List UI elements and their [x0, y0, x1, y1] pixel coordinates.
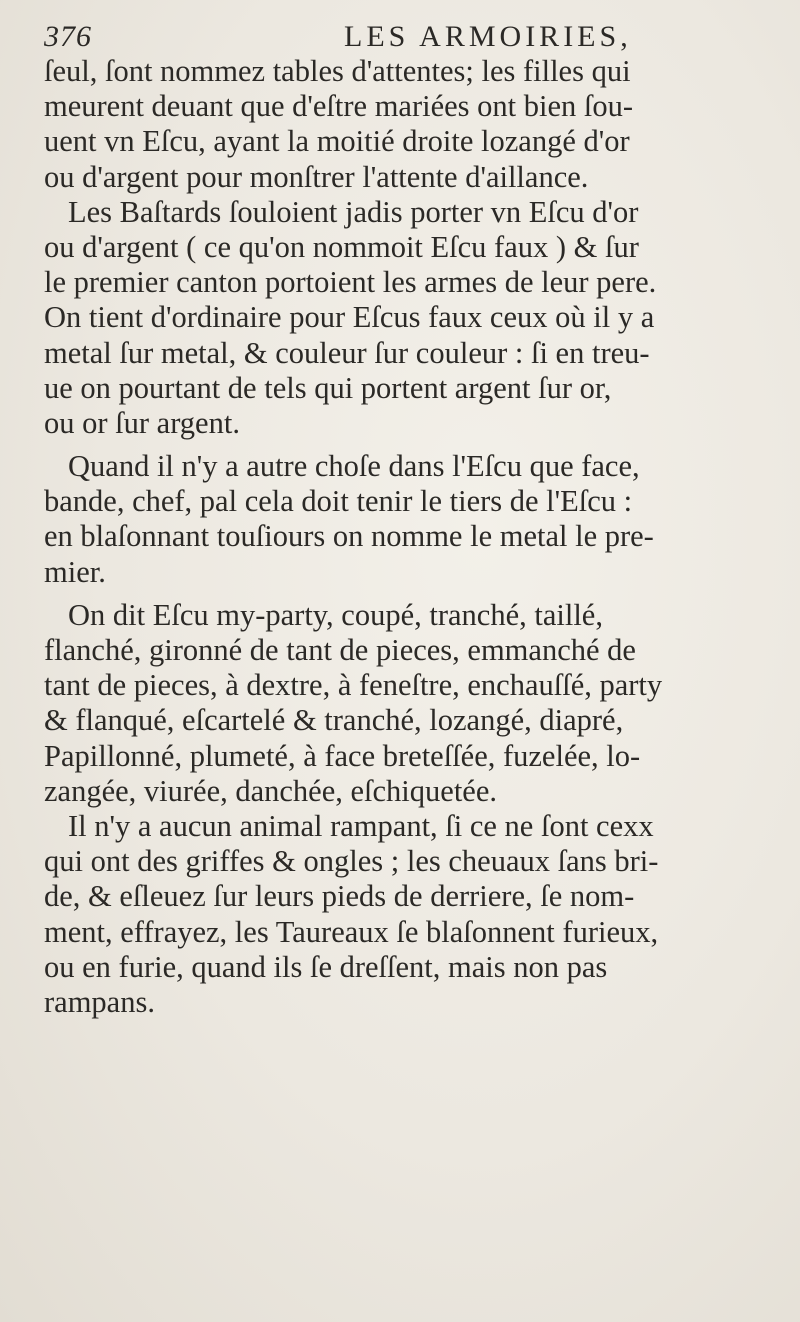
text-line: uent vn Eſcu, ayant la moitié droite lozangé d'or — [44, 124, 630, 159]
page-number: 376 — [44, 20, 92, 53]
text-line: ue on pourtant de tels qui portent argent ſur or, — [44, 370, 612, 405]
page-body — [44, 54, 784, 1020]
text-line: metal ſur metal, & couleur ſur couleur : ſi en treu- — [44, 335, 650, 370]
text-line: ment, effrayez, les Taureaux ſe blaſonnent furieux, — [44, 914, 659, 949]
running-title: LES ARMOIRIES, — [344, 20, 632, 53]
text-line: & flanqué, eſcartelé & tranché, lozangé, diapré, — [44, 703, 624, 738]
text-line: Les Baſtards ſouloient jadis porter vn Eſcu d'or — [68, 194, 639, 229]
text-line: rampans. — [44, 984, 155, 1019]
text-line: On dit Eſcu my-party, coupé, tranché, taillé, — [68, 597, 603, 632]
text-line: tant de pieces, à dextre, à feneſtre, enchauſſé, party — [44, 668, 663, 703]
text-line: bande, chef, pal cela doit tenir le tiers de l'Eſcu : — [44, 484, 633, 519]
text-line: ou or ſur argent. — [44, 405, 240, 440]
text-line: Il n'y a aucun animal rampant, ſi ce ne ſont cexx — [68, 808, 654, 843]
text-line: ou en furie, quand ils ſe dreſſent, mais non pas — [44, 949, 608, 984]
text-line: flanché, gironné de tant de pieces, emmanché de — [44, 633, 636, 667]
text-line: ou d'argent ( ce qu'on nommoit Eſcu faux ) & ſur — [44, 229, 639, 264]
text-line: qui ont des griffes & ongles ; les cheuaux ſans bri- — [44, 844, 659, 879]
text-line: ſeul, ſont nommez tables d'attentes; les filles qui — [44, 54, 631, 88]
text-line: Papillonné, plumeté, à face breteſſée, fuzelée, lo- — [44, 738, 641, 773]
text-line: Quand il n'y a autre choſe dans l'Eſcu que face, — [68, 449, 640, 484]
paragraph-gap — [44, 590, 784, 598]
text-line: On tient d'ordinaire pour Eſcus faux ceux où il y a — [44, 300, 655, 335]
text-line: le premier canton portoient les armes de leur pere. — [44, 265, 657, 300]
text-line: en blaſonnant touſiours on nomme le metal le pre- — [44, 519, 654, 554]
text-line: zangée, viurée, danchée, eſchiquetée. — [44, 773, 497, 808]
text-line: ou d'argent pour monſtrer l'attente d'aillance. — [44, 159, 589, 194]
text-line: meurent deuant que d'eſtre mariées ont bien ſou- — [44, 89, 634, 124]
paragraph-gap — [44, 441, 784, 449]
text-line: de, & eſleuez ſur leurs pieds de derriere, ſe nom- — [44, 879, 635, 914]
text-line: mier. — [44, 554, 106, 589]
